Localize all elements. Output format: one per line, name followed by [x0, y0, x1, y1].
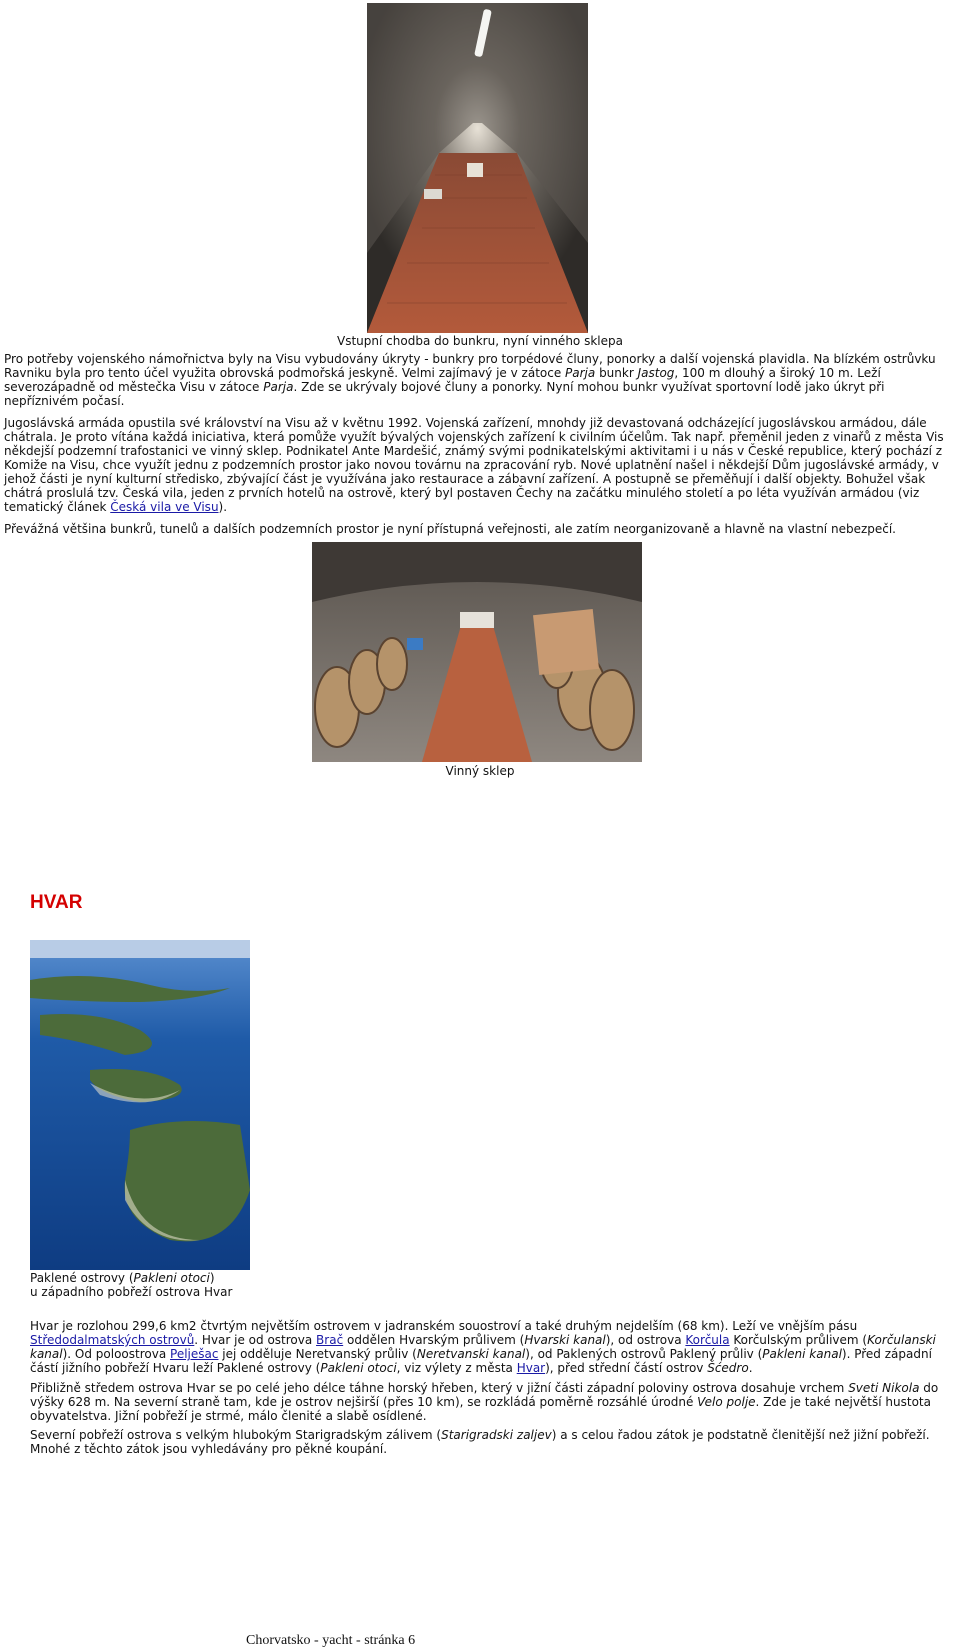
text-span: Jugoslávská armáda opustila své království na Visu až v květnu 1992. Vojenská zařízení, mnohdy již devastovaná odcházející jugoslávskou armádou, dále chátrala. Je proto vítána každá iniciativa, která pomůže využít bývalých vojenských zařízení k civilním účelům. Tak např. přeměnil jeden z vinařů z města Vis někdejší podzemní trafostanici ve vinný sklep. Podnikatel Ante Mardešić, známý svými podnikatelskými aktivitami i u nás v České republice, který pochází z Komiže na Visu, chce využít jednu z podzemních prostor jako novou továrnu na zpracování ryb. Nové uplatnění našel i někdejší Dům jugoslávské armády, v jehož části je nyní kulturní středisko, zbývající část je využívána jako restaurace a zábavní zařízení. A postupně se přeměňují i další objekty. Bohužel však chátrá proslulá tzv. Česká vila, jeden z prvních hotelů na ostrově, který byl postaven Čechy na začátku minulého století a po léta využíván armádou (viz tematický článek: [4, 416, 944, 514]
text-span: Hvar je rozlohou 299,6 km2 čtvrtým největším ostrovem v jadranském souostroví a také druhým nejdelším (68 km). Leží ve vnějším pásu: [30, 1319, 858, 1333]
korcula-link[interactable]: Korčula: [685, 1333, 730, 1347]
hvar-paragraph-3: [30, 1428, 940, 1456]
place-name: Velo polje: [697, 1395, 756, 1409]
islands-illustration: [30, 940, 250, 1270]
text-span: bunkr: [595, 366, 638, 380]
tunnel-caption: Vstupní chodba do bunkru, nyní vinného sklepa: [337, 334, 623, 348]
page-footer: Chorvatsko - yacht - stránka 6: [246, 1633, 416, 1648]
text-span: Přibližně středem ostrova Hvar se po celé jeho délce táhne horský hřeben, který v jižní části západní poloviny ostrova dosahuje vrchem: [30, 1381, 849, 1395]
place-name: Parja: [565, 366, 596, 380]
text-span: . Hvar je od ostrova: [194, 1333, 317, 1347]
place-name: Pakleni kanal: [762, 1347, 842, 1361]
text-span: ), od ostrova: [605, 1333, 686, 1347]
text-span: u západního pobřeží ostrova Hvar: [30, 1285, 233, 1299]
text-span: ): [209, 1271, 215, 1285]
wine-cellar-photo: [312, 542, 642, 762]
text-span: oddělen Hvarským průlivem (: [343, 1333, 525, 1347]
hvar-link[interactable]: Hvar: [516, 1361, 546, 1375]
stredodalmatske-ostrovy-link[interactable]: Středodalmatských ostrovů: [30, 1333, 195, 1347]
place-name: Pakleni otoci: [133, 1271, 210, 1285]
text-span: ).: [218, 500, 228, 514]
hvar-paragraph-1: [30, 1319, 940, 1375]
text-span: ) a s celou řadou zátok je podstatně členitější než jižní pobřeží. Mnohé z těchto zátok jsou vyhledávány pro pěkné koupání.: [30, 1428, 930, 1456]
wine-cellar-caption: Vinný sklep: [445, 764, 515, 778]
text-span: Pro potřeby vojenského námořnictva byly na Visu vybudovány úkryty - bunkry pro torpédové čluny, ponorky a další vojenská plavidla. Na blízkém ostrůvku Ravniku byla pro tento účel využita obrovská podmořská jeskyně. Velmi zajímavý je v zátoce: [4, 352, 936, 380]
text-span: .: [748, 1361, 753, 1375]
bunker-paragraph-1: [4, 352, 944, 408]
hvar-paragraph-2: [30, 1381, 940, 1423]
text-span: ), před střední částí ostrov: [545, 1361, 708, 1375]
place-name: Sveti Nikola: [848, 1381, 920, 1395]
place-name: Šćedro: [707, 1361, 749, 1375]
place-name: Pakleni otoci: [320, 1361, 397, 1375]
text-span: , viz výlety z města: [396, 1361, 517, 1375]
text-span: . Zde je také největší hustota obyvatelstva. Jižní pobřeží je strmé, málo členité a slabě osídlené.: [30, 1395, 931, 1423]
text-span: ), od Paklených ostrovů Paklený průliv (: [525, 1347, 763, 1361]
text-span: ). Před západní částí jižního pobřeží Hvaru leží Paklené ostrovy (: [30, 1347, 932, 1375]
place-name: Parja: [263, 380, 294, 394]
cellar-illustration: [312, 542, 642, 762]
text-span: Severní pobřeží ostrova s velkým hlubokým Starigradským zálivem (: [30, 1428, 442, 1442]
text-span: Korčulským průlivem (: [729, 1333, 868, 1347]
text-span: , 100 m dlouhý a široký 10 m. Leží severozápadně od městečka Visu v zátoce: [4, 366, 881, 394]
place-name: Jastog: [637, 366, 675, 380]
text-span: ). Od poloostrova: [62, 1347, 171, 1361]
text-span: do výšky 628 m. Na severní straně tam, kde je ostrov nejširší (přes 10 km), se rozkládá poměrně rozsáhlé úrodné: [30, 1381, 939, 1409]
hvar-heading: HVAR: [30, 892, 83, 913]
ceska-vila-link[interactable]: Česká vila ve Visu: [110, 500, 219, 514]
peljesac-link[interactable]: Pelješac: [170, 1347, 219, 1361]
place-name: Starigradski zaljev: [441, 1428, 552, 1442]
text-span: Paklené ostrovy (: [30, 1271, 134, 1285]
tunnel-photo: [367, 3, 588, 333]
pakleni-islands-photo: [30, 940, 250, 1270]
place-name: Hvarski kanal: [524, 1333, 606, 1347]
bunker-paragraph-2: [4, 416, 944, 514]
place-name: Korčulanski kanal: [30, 1333, 936, 1361]
tunnel-illustration: [367, 3, 588, 333]
pakleni-caption: [30, 1271, 232, 1299]
brac-link[interactable]: Brač: [316, 1333, 344, 1347]
bunker-paragraph-3: Převážná většina bunkrů, tunelů a dalších podzemních prostor je nyní přístupná veřejnosti, ale zatím neorganizovaně a hlavně na vlastní nebezpečí.: [4, 522, 896, 536]
text-span: . Zde se ukrývaly bojové čluny a ponorky. Nyní mohou bunkr využívat sportovní lodě jako úkryt při nepříznivém počasí.: [4, 380, 885, 408]
place-name: Neretvanski kanal: [416, 1347, 526, 1361]
text-span: jej odděluje Neretvanský průliv (: [218, 1347, 417, 1361]
